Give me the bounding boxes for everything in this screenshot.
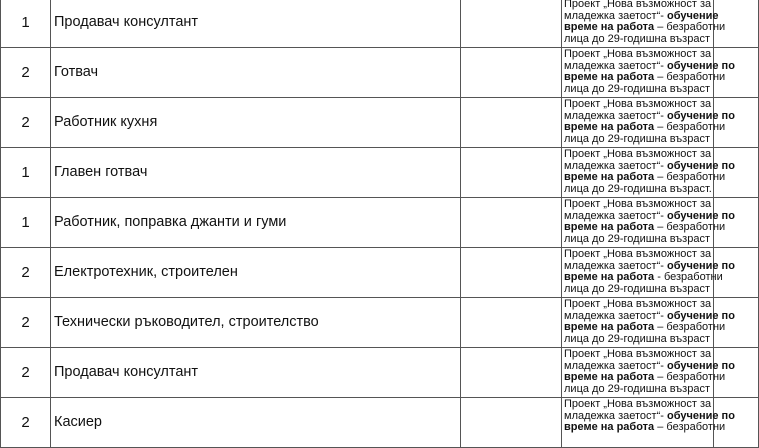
empty-cell	[461, 348, 562, 398]
program-line-3-plain: – безработни	[654, 121, 726, 133]
table-body	[1, 0, 759, 448]
empty-cell	[461, 0, 562, 48]
program-cell	[562, 398, 735, 448]
program-line-2-plain: младежка заетост“-	[564, 409, 664, 422]
program-line-3-plain: – безработни	[654, 421, 726, 433]
program-line-3-bold: време на работа	[564, 71, 655, 83]
vacancy-count-cell: 2	[1, 398, 51, 448]
program-line-1: Проект „Нова възможност за	[564, 348, 712, 360]
position-cell: Продавач консултант	[51, 348, 461, 398]
program-cell	[562, 348, 735, 398]
program-line-1: Проект „Нова възможност за	[564, 298, 712, 310]
program-line-3-plain: – безработни	[654, 71, 726, 83]
program-line-2-plain: младежка заетост“-	[564, 59, 664, 72]
program-line-2-bold: обучение	[663, 9, 719, 22]
program-line-3-bold: време на работа	[564, 271, 655, 283]
program-line-3-bold: време на работа	[564, 421, 655, 433]
program-line-3-bold: време на работа	[564, 121, 655, 133]
program-line-4: лица до 29-годишна възраст	[564, 82, 710, 95]
table-row	[1, 348, 759, 398]
program-line-4: лица до 29-годишна възраст	[564, 232, 710, 245]
program-cell	[562, 198, 735, 248]
program-cell	[562, 0, 726, 48]
program-line-2-bold: обучение по	[663, 59, 735, 72]
program-line-4: лица до 29-годишна възраст	[564, 32, 710, 45]
program-cell	[562, 298, 735, 348]
program-line-2-bold: обучение по	[663, 359, 735, 372]
vacancy-count-cell: 2	[1, 48, 51, 98]
program-line-3-bold: време на работа	[564, 171, 655, 183]
program-line-3-bold: време на работа	[564, 221, 655, 233]
program-cell	[562, 148, 735, 198]
position-cell: Технически ръководител, строителство	[51, 298, 461, 348]
program-line-2-plain: младежка заетост“-	[564, 209, 664, 222]
program-line-3	[564, 371, 726, 384]
position-cell: Готвач	[51, 48, 461, 98]
program-line-2-bold: обучение по	[663, 109, 735, 122]
program-line-3-bold: време на работа	[564, 371, 655, 383]
position-cell: Работник кухня	[51, 98, 461, 148]
program-line-1: Проект „Нова възможност за	[564, 398, 712, 410]
position-cell: Касиер	[51, 398, 461, 448]
program-line-3-plain: - безработни	[654, 271, 723, 283]
vacancy-count-cell: 1	[1, 198, 51, 248]
program-line-3	[564, 121, 726, 134]
program-line-2-plain: младежка заетост“-	[564, 109, 664, 122]
program-line-1: Проект „Нова възможност за	[564, 48, 712, 60]
empty-cell	[461, 398, 562, 448]
vacancy-count-cell: 1	[1, 0, 51, 48]
program-line-4: лица до 29-годишна възраст	[564, 332, 710, 345]
empty-cell	[461, 98, 562, 148]
program-line-2-bold: обучение по	[663, 209, 735, 222]
program-line-1: Проект „Нова възможност за	[564, 98, 712, 110]
program-line-3	[564, 321, 726, 334]
program-line-2-bold: обучение по	[663, 159, 735, 172]
program-line-3	[564, 421, 726, 434]
program-line-1: Проект „Нова възможност за	[564, 0, 712, 10]
program-line-3-plain: – безработни	[654, 171, 726, 183]
program-line-2-bold: обучение по	[663, 309, 735, 322]
position-cell: Продавач консултант	[51, 0, 461, 48]
empty-cell	[461, 48, 562, 98]
empty-cell	[461, 248, 562, 298]
program-line-1: Проект „Нова възможност за	[564, 198, 712, 210]
program-line-3-plain: – безработни	[654, 21, 726, 33]
table-row	[1, 0, 759, 48]
program-line-3	[564, 221, 726, 234]
table-row	[1, 148, 759, 198]
program-line-2-plain: младежка заетост“-	[564, 359, 664, 372]
program-cell	[562, 248, 735, 298]
vacancy-count-cell: 2	[1, 348, 51, 398]
program-line-2-plain: младежка заетост“-	[564, 259, 664, 272]
program-line-3-plain: – безработни	[654, 221, 726, 233]
position-cell: Главен готвач	[51, 148, 461, 198]
program-line-3	[564, 271, 723, 284]
program-line-2-plain: младежка заетост“-	[564, 309, 664, 322]
position-cell: Работник, поправка джанти и гуми	[51, 198, 461, 248]
program-line-4: лица до 29-годишна възраст.	[564, 182, 712, 195]
table-row	[1, 198, 759, 248]
program-line-4: лица до 29-годишна възраст	[564, 382, 710, 395]
program-line-3-plain: – безработни	[654, 371, 726, 383]
table-row	[1, 398, 759, 448]
program-cell	[562, 98, 735, 148]
empty-cell	[461, 148, 562, 198]
program-line-2-bold: обучение по	[663, 409, 735, 422]
program-line-2-plain: младежка заетост“-	[564, 9, 664, 22]
program-line-1: Проект „Нова възможност за	[564, 248, 712, 260]
program-cell	[562, 48, 735, 98]
table-row	[1, 298, 759, 348]
program-line-1: Проект „Нова възможност за	[564, 148, 712, 160]
table-row	[1, 248, 759, 298]
program-line-3-bold: време на работа	[564, 21, 655, 33]
program-line-3-bold: време на работа	[564, 321, 655, 333]
program-line-3	[564, 171, 726, 184]
vacancy-count-cell: 2	[1, 298, 51, 348]
program-line-3	[564, 21, 726, 34]
program-line-3-plain: – безработни	[654, 321, 726, 333]
vacancy-count-cell: 2	[1, 248, 51, 298]
program-line-3	[564, 71, 726, 84]
empty-cell	[461, 198, 562, 248]
table-row	[1, 98, 759, 148]
table-row	[1, 48, 759, 98]
vacancy-count-cell: 2	[1, 98, 51, 148]
program-line-2-bold: обучение по	[663, 259, 735, 272]
empty-cell	[461, 298, 562, 348]
program-line-4: лица до 29-годишна възраст	[564, 282, 710, 295]
position-cell: Електротехник, строителен	[51, 248, 461, 298]
vacancy-count-cell: 1	[1, 148, 51, 198]
program-line-2-plain: младежка заетост“-	[564, 159, 664, 172]
program-line-4: лица до 29-годишна възраст	[564, 132, 710, 145]
